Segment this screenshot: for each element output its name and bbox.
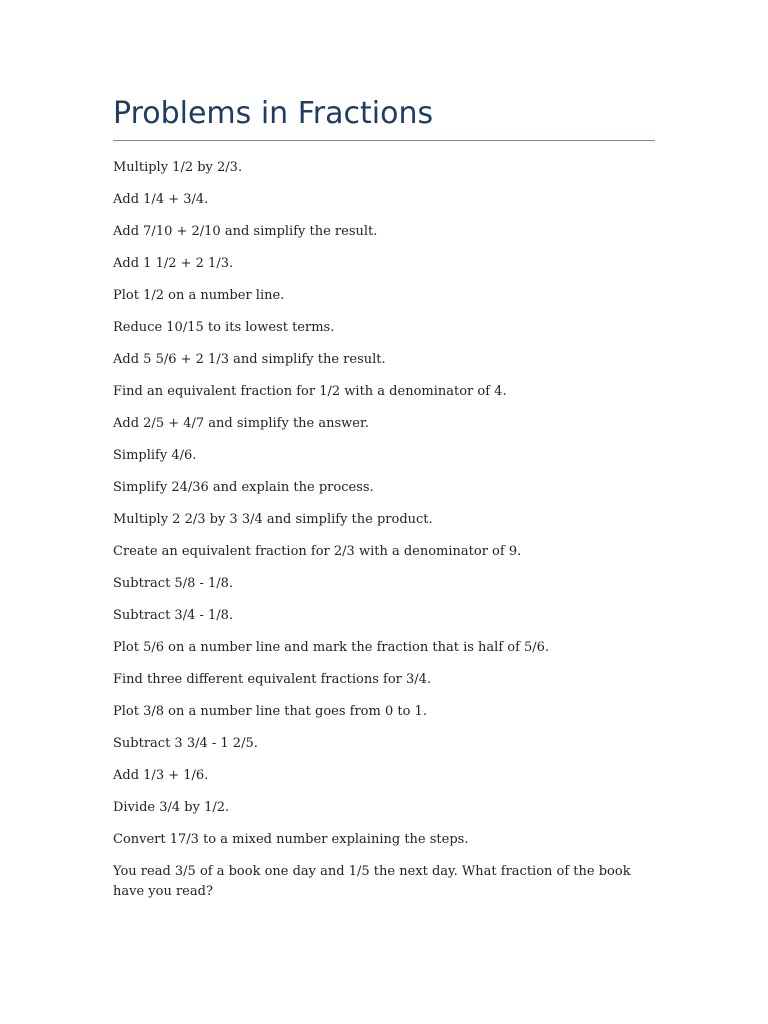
problem-item: Add 1/3 + 1/6.	[113, 768, 209, 783]
problem-item: Simplify 24/36 and explain the process.	[113, 480, 374, 495]
page-title: Problems in Fractions	[113, 92, 655, 141]
problem-item: Convert 17/3 to a mixed number explaining the steps.	[113, 832, 469, 847]
problem-item: Divide 3/4 by 1/2.	[113, 800, 230, 815]
problem-item: Add 7/10 + 2/10 and simplify the result.	[113, 224, 378, 239]
problem-item: Reduce 10/15 to its lowest terms.	[113, 320, 335, 335]
problem-item: Add 2/5 + 4/7 and simplify the answer.	[113, 416, 369, 431]
problem-item: Add 1 1/2 + 2 1/3.	[113, 256, 234, 271]
problem-item: Plot 3/8 on a number line that goes from 0 to 1.	[113, 704, 427, 719]
problem-item: Find an equivalent fraction for 1/2 with a denominator of 4.	[113, 384, 507, 399]
problem-item: Create an equivalent fraction for 2/3 with a denominator of 9.	[113, 544, 522, 559]
problem-item: Subtract 3/4 - 1/8.	[113, 608, 234, 623]
document-page	[113, 92, 655, 914]
problem-item: Add 1/4 + 3/4.	[113, 192, 209, 207]
problem-item: Plot 1/2 on a number line.	[113, 288, 285, 303]
problem-item: Subtract 3 3/4 - 1 2/5.	[113, 736, 258, 751]
problem-item: Add 5 5/6 + 2 1/3 and simplify the result.	[113, 352, 386, 367]
problem-item: Multiply 2 2/3 by 3 3/4 and simplify the product.	[113, 512, 433, 527]
problem-item: You read 3/5 of a book one day and 1/5 the next day. What fraction of the book have you read?	[113, 864, 631, 899]
problem-list	[113, 158, 655, 902]
problem-item: Subtract 5/8 - 1/8.	[113, 576, 234, 591]
problem-item: Simplify 4/6.	[113, 448, 197, 463]
problem-item: Find three different equivalent fractions for 3/4.	[113, 672, 432, 687]
problem-item: Multiply 1/2 by 2/3.	[113, 160, 243, 175]
problem-item: Plot 5/6 on a number line and mark the fraction that is half of 5/6.	[113, 640, 550, 655]
